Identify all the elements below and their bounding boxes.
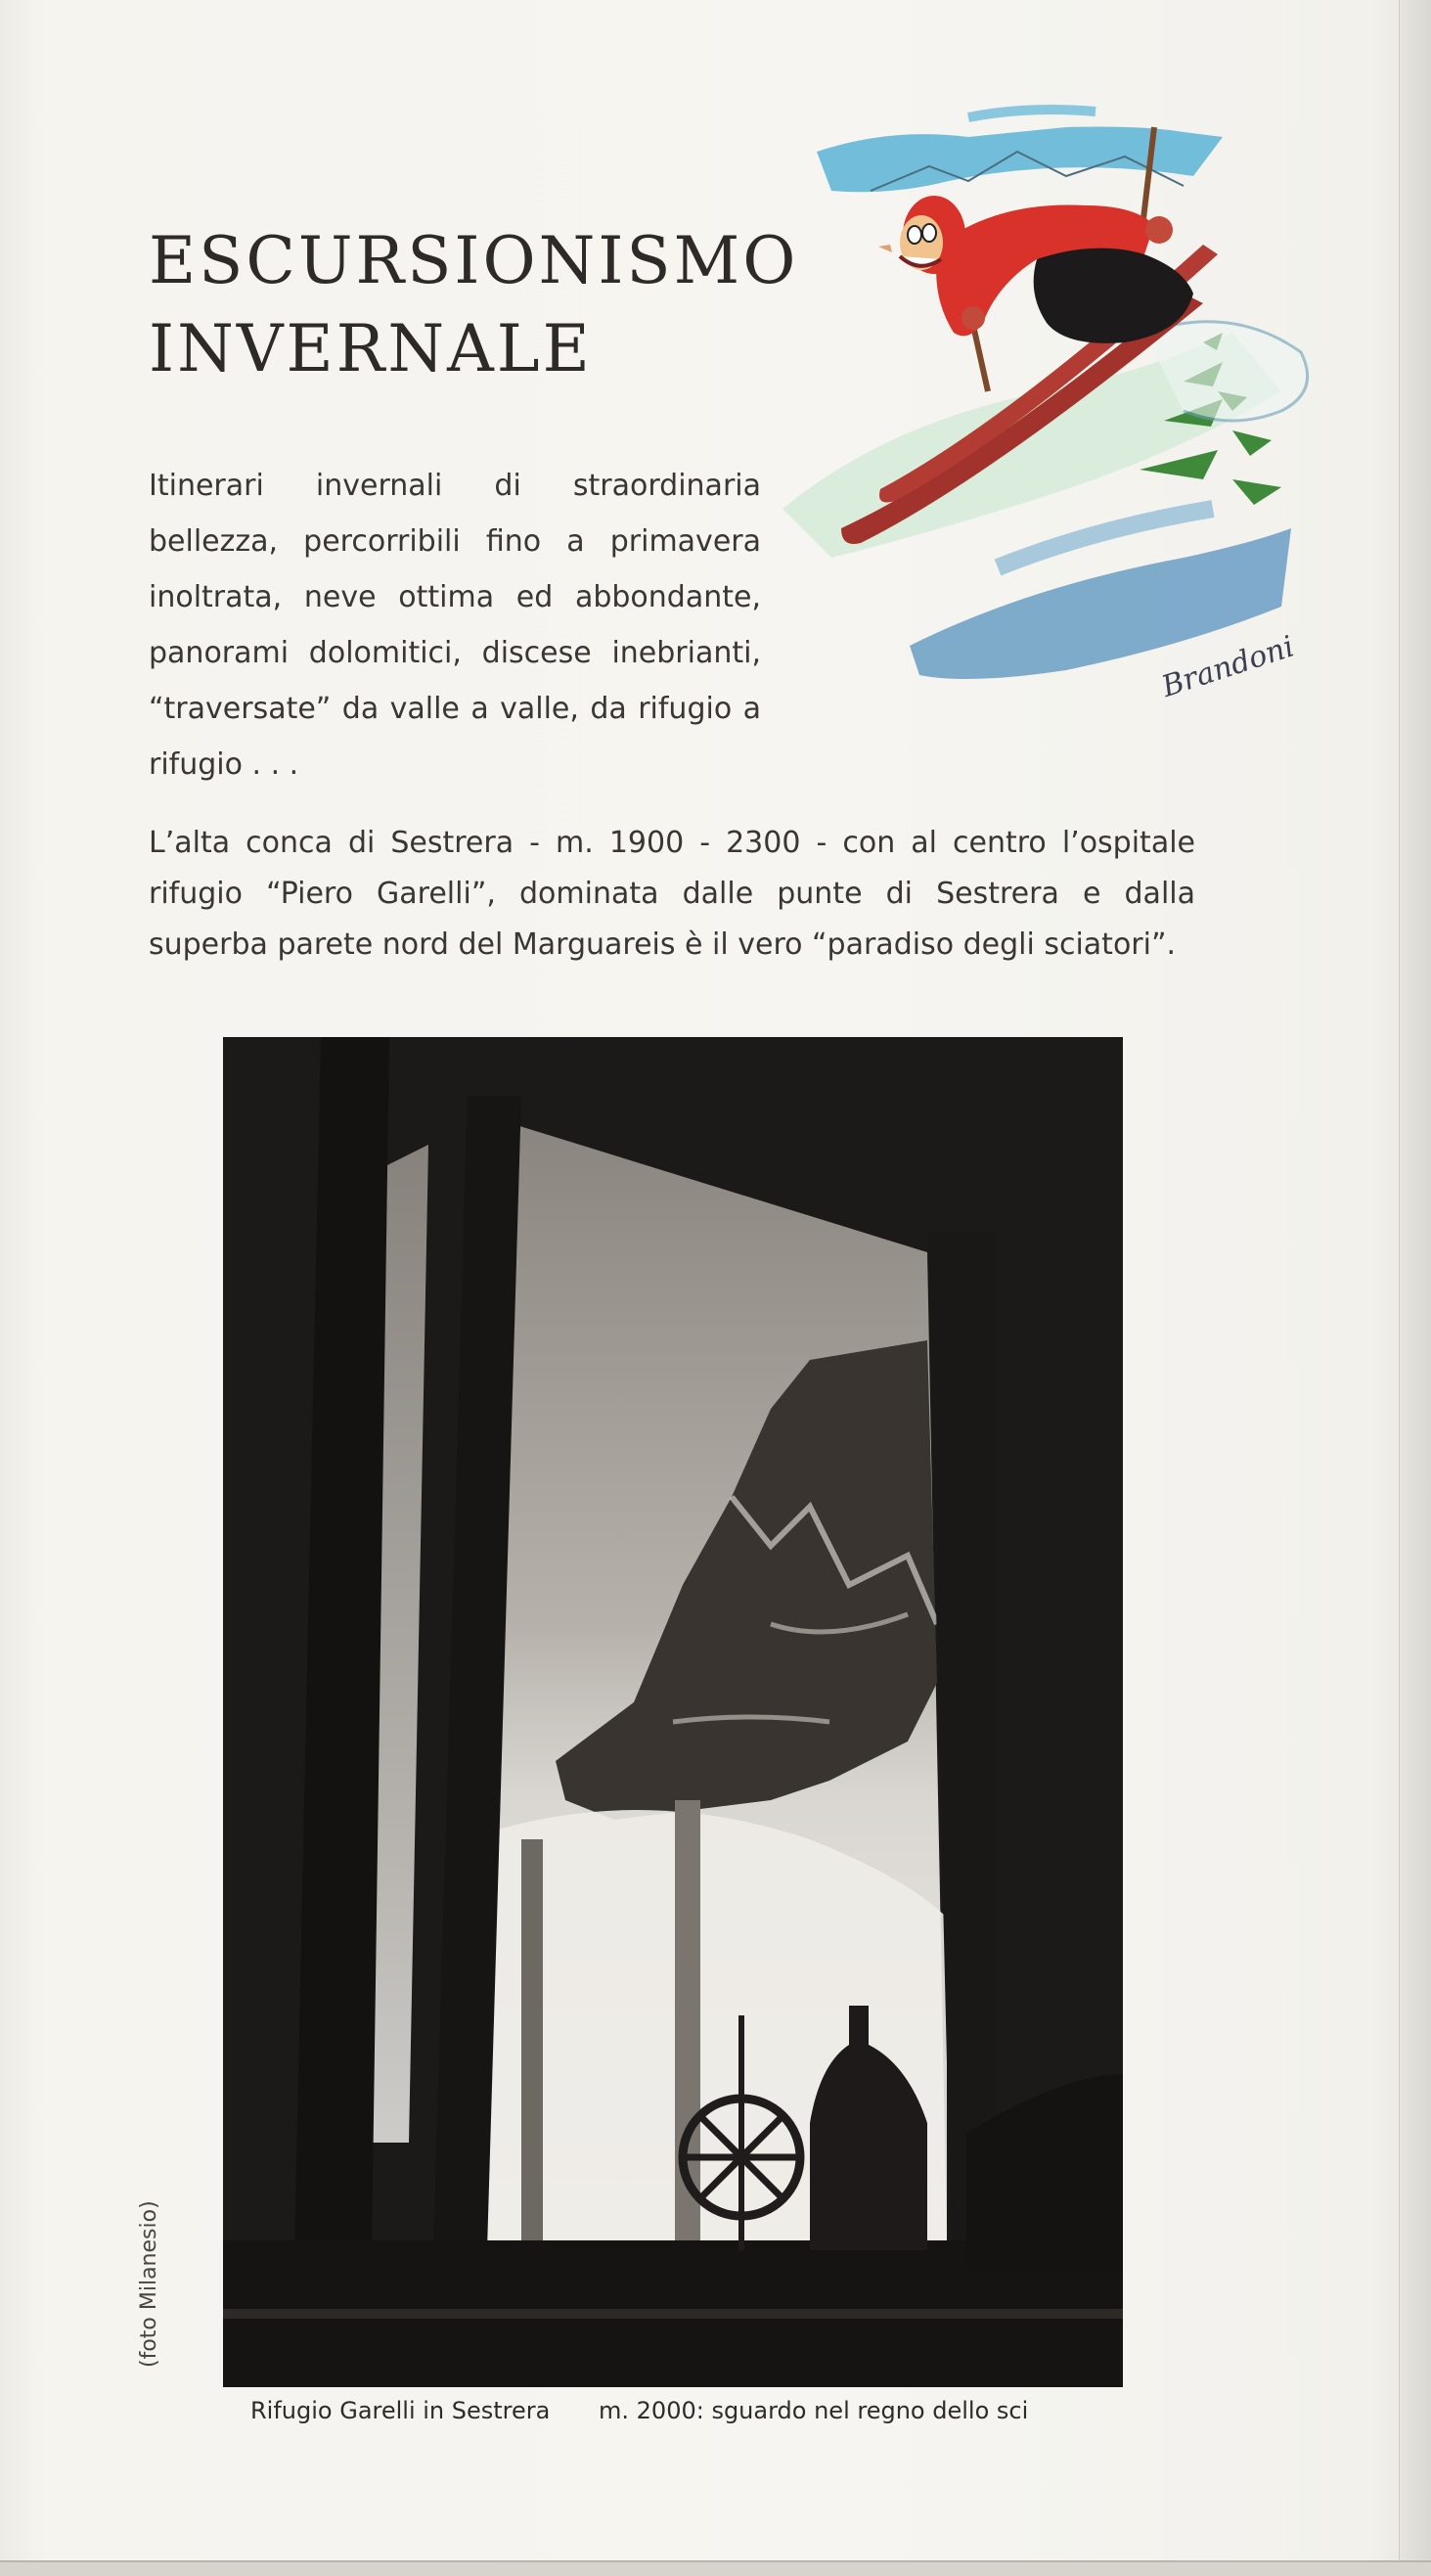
intro-text: Itinerari invernali di straordinaria bellezza, percorribili fino a primavera inoltrata, neve ottima ed abbondante, panorami dolomitici, discese inebrianti, “traversate” da valle a valle, da rifugio a rifugio . . .	[149, 469, 761, 782]
title-line-2: INVERNALE	[149, 311, 593, 386]
caption-place: Rifugio Garelli in Sestrera	[250, 2397, 551, 2424]
sestrera-paragraph: L’alta conca di Sestrera - m. 1900 - 2300 - con al centro l’ospitale rifugio “Piero Garelli”, dominata dalle punte di Sestrera e dalla superba parete nord del Marguareis è il vero “paradiso degli sciatori”.	[149, 826, 1195, 962]
skier-illustration	[773, 98, 1340, 724]
caption-detail: m. 2000: sguardo nel regno dello sci	[599, 2397, 1029, 2424]
title-line-1: ESCURSIONISMO	[149, 223, 799, 298]
page-edge	[1399, 0, 1431, 2576]
page-title	[149, 217, 833, 393]
page-bottom-edge	[0, 2560, 1431, 2576]
photo-credit: (foto Milanesio)	[137, 2200, 161, 2368]
photo-caption	[250, 2397, 1111, 2424]
illustration-signature: Brandoni	[1157, 629, 1299, 704]
window-photo	[223, 1037, 1123, 2387]
